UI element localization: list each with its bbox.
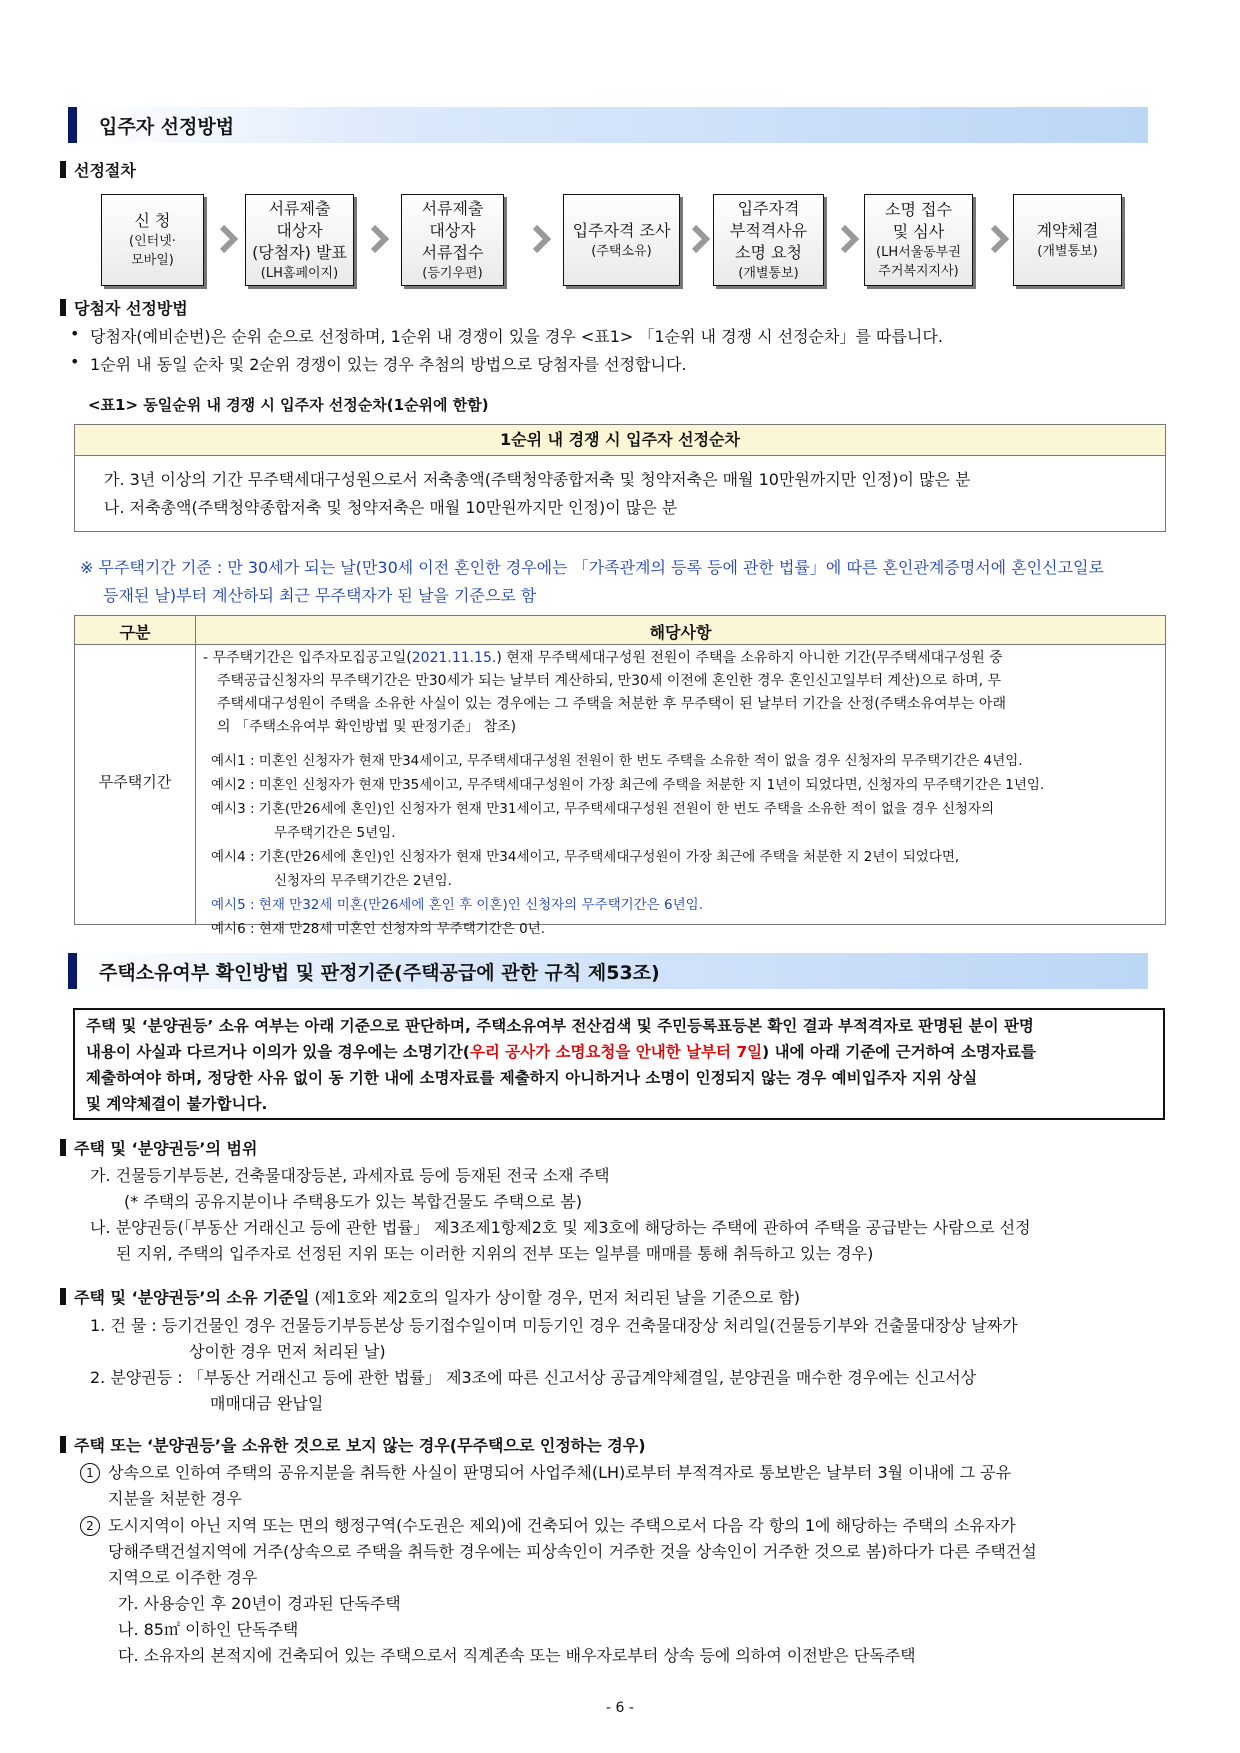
notice-line: 내용이 사실과 다르거나 이의가 있을 경우에는 소명기간(우리 공사가 소명요청을 안내한 날부터 7일) 내에 아래 기준에 근거하여 소명자료를 <box>86 1043 1036 1061</box>
notice-line: 주택 및 ‘분양권등’ 소유 여부는 아래 기준으로 판단하며, 주택소유여부 전산검색 및 주민등록표등본 확인 결과 부적격자로 판명된 분이 판명 <box>86 1017 1034 1035</box>
step-line: 대상자 <box>276 220 323 240</box>
chevron-right-icon <box>839 224 859 254</box>
bullet-item: • 1순위 내 동일 순차 및 2순위 경쟁이 있는 경우 추첨의 방법으로 당첨자를 선정합니다. <box>70 352 687 375</box>
step-contract <box>1013 194 1122 286</box>
bullet-item: • 당첨자(예비순번)은 순위 순으로 선정하며, 1순위 내 경쟁이 있을 경우 <표1> 「1순위 내 경쟁 시 선정순차」를 따릅니다. <box>70 324 943 347</box>
table1-row: 나. 저축총액(주택청약종합저축 및 청약저축은 매월 10만원까지만 인정)이 많은 분 <box>104 498 678 517</box>
step-line: (LH홈페이지) <box>260 265 339 281</box>
notice-line: 제출하여야 하며, 정당한 사유 없이 동 기한 내에 소명자료를 제출하지 아니하거나 소명이 인정되지 않는 경우 예비입주자 지위 상실 <box>86 1069 978 1087</box>
step-line: (개별통보) <box>1037 243 1098 259</box>
step-explain-request <box>713 194 824 286</box>
date-item: 2. 분양권등 : 「부동산 거래신고 등에 관한 법률」 제3조에 따른 신고서상 공급계약체결일, 분양권을 매수한 경우에는 신고서상 <box>90 1368 977 1387</box>
page-number: - 6 - <box>606 1700 634 1716</box>
scope-item: 된 지위, 주택의 입주자로 선정된 지위 또는 이러한 지위의 전부 또는 일부를 매매를 통해 취득하고 있는 경우) <box>116 1244 874 1263</box>
step-line: 서류접수 <box>421 242 484 262</box>
step-line: 모바일) <box>131 253 174 268</box>
exception-item: 당해주택건설지역에 거주(상속으로 주택을 취득한 경우에는 피상속인이 거주한 것을 상속인이 거주한 것으로 봄)하다가 다른 주택건설 <box>108 1542 1037 1561</box>
procedure-title: 선정절차 <box>60 158 136 181</box>
date-item: 매매대금 완납일 <box>210 1394 324 1413</box>
exception-subitem: 나. 85㎡ 이하인 단독주택 <box>118 1620 299 1639</box>
step-inspection <box>563 194 680 286</box>
circled-number: 2 <box>80 1516 100 1536</box>
table2-text: - 무주택기간은 입주자모집공고일(2021.11.15.) 현재 무주택세대구성원 전원이 주택을 소유하지 아니한 기간(무주택세대구성원 중 <box>203 650 1003 666</box>
table2-text: 주택세대구성원이 주택을 소유한 사실이 있는 경우에는 그 주택을 처분한 후 무주택이 된 날부터 기간을 산정(주택소유여부는 아래 <box>217 696 1006 712</box>
step-line: 입주자격 조사 <box>572 220 671 240</box>
step-line: 부적격사유 <box>729 220 808 240</box>
table2-text: 의 「주택소유여부 확인방법 및 판정기준」 참조) <box>217 719 517 735</box>
step-line: (주택소유) <box>591 243 652 259</box>
step-docs <box>401 194 504 286</box>
table1-caption: <표1> 동일순위 내 경쟁 시 입주자 선정순차(1순위에 한함) <box>88 396 489 414</box>
step-line: (인터넷· <box>129 234 176 249</box>
section-title: 주택소유여부 확인방법 및 판정기준(주택공급에 관한 규칙 제53조) <box>99 962 660 984</box>
note-line: ※ 무주택기간 기준 : 만 30세가 되는 날(만30세 이전 혼인한 경우에는 「가족관계의 등록 등에 관한 법률」에 따른 혼인관계증명서에 혼인신고일로 <box>80 558 1104 577</box>
step-line: (LH서울동부권 <box>876 245 961 260</box>
example-line: 무주택기간은 5년임. <box>274 825 396 841</box>
exception-title: 주택 또는 ‘분양권등’을 소유한 것으로 보지 않는 경우(무주택으로 인정하는 경우) <box>60 1433 646 1456</box>
table2-col2: 해당사항 <box>649 623 712 642</box>
scope-note: (* 주택의 공유지분이나 주택용도가 있는 복합건물도 주택으로 봄) <box>124 1192 582 1211</box>
scope-item: 나. 분양권등(「부동산 거래신고 등에 관한 법률」 제3조제1항제2호 및 제3호에 해당하는 주택에 관하여 주택을 공급받는 사람으로 선정 <box>90 1218 1031 1237</box>
exception-item: 1 상속으로 인하여 주택의 공유지분을 취득한 사실이 판명되어 사업주체(LH)로부터 부적격자로 통보받은 날부터 3월 이내에 그 공유 <box>80 1460 1011 1483</box>
exception-item: 지역으로 이주한 경우 <box>108 1568 258 1587</box>
date-item: 1. 건 물 : 등기건물인 경우 건물등기부등본상 등기접수일이며 미등기인 경우 건축물대장상 처리일(건물등기부와 건출물대장상 날짜가 <box>90 1316 1018 1335</box>
chevron-right-icon <box>369 224 389 254</box>
example-line: 예시1 : 미혼인 신청자가 현재 만34세이고, 무주택세대구성원 전원이 한 번도 주택을 소유한 적이 없을 경우 신청자의 무주택기간은 4년임. <box>211 753 1023 769</box>
winner-title: 당첨자 선정방법 <box>60 296 188 319</box>
table1-row: 가. 3년 이상의 기간 무주택세대구성원으로서 저축총액(주택청약종합저축 및 청약저축은 매월 10만원까지만 인정)이 많은 분 <box>104 470 971 489</box>
step-line: (개별통보) <box>738 265 799 281</box>
exception-item: 2 도시지역이 아닌 지역 또는 면의 행정구역(수도권은 제외)에 건축되어 있는 주택으로서 다음 각 항의 1에 해당하는 주택의 소유자가 <box>80 1513 1016 1536</box>
step-line: 신 청 <box>134 211 171 230</box>
step-line: 서류제출 <box>268 198 331 218</box>
example-line: 신청자의 무주택기간은 2년임. <box>274 873 452 889</box>
example-line: 예시3 : 기혼(만26세에 혼인)인 신청자가 현재 만31세이고, 무주택세대구성원 전원이 한 번도 주택을 소유한 적이 없을 경우 신청자의 <box>211 801 995 817</box>
table2-col1: 구분 <box>119 623 151 642</box>
date-title: 주택 및 ‘분양권등’의 소유 기준일 (제1호와 제2호의 일자가 상이할 경우, 먼저 처리된 날을 기준으로 함) <box>60 1285 800 1308</box>
section-title: 입주자 선정방법 <box>99 116 235 138</box>
example-line: 예시6 : 현재 만28세 미혼인 신청자의 무주택기간은 0년. <box>211 921 546 937</box>
table1-header: 1순위 내 경쟁 시 입주자 선정순차 <box>75 425 1165 456</box>
chevron-right-icon <box>989 224 1009 254</box>
step-line: 주거복지지사) <box>878 264 959 279</box>
table2-row-label: 무주택기간 <box>98 773 172 791</box>
section-header-ownership <box>68 953 1148 989</box>
exception-subitem: 다. 소유자의 본적지에 건축되어 있는 주택으로서 직계존속 또는 배우자로부터 상속 등에 의하여 이전받은 단독주택 <box>118 1646 916 1665</box>
chevron-right-icon <box>690 224 710 254</box>
step-line: 대상자 <box>429 220 476 240</box>
step-line: 계약체결 <box>1036 220 1099 240</box>
example-line: 예시5 : 현재 만32세 미혼(만26세에 혼인 후 이혼)인 신청자의 무주택기간은 6년임. <box>211 897 704 913</box>
exception-subitem: 가. 사용승인 후 20년이 경과된 단독주택 <box>118 1594 401 1613</box>
table2-text: 주택공급신청자의 무주택기간은 만30세가 되는 날부터 계산하되, 만30세 이전에 혼인한 경우 혼인신고일부터 계산)으로 하며, 무 <box>217 673 1002 689</box>
example-line: 예시2 : 미혼인 신청자가 현재 만35세이고, 무주택세대구성원이 가장 최근에 주택을 처분한 지 1년이 되었다면, 신청자의 무주택기간은 1년임. <box>211 777 1045 793</box>
step-apply <box>101 194 204 286</box>
notice-line: 및 계약체결이 불가합니다. <box>86 1095 268 1113</box>
chevron-right-icon <box>218 224 238 254</box>
chevron-right-icon <box>531 224 551 254</box>
date-item: 상이한 경우 먼저 처리된 날) <box>189 1342 386 1361</box>
example-line: 예시4 : 기혼(만26세에 혼인)인 신청자가 현재 만34세이고, 무주택세대구성원이 가장 최근에 주택을 처분한 지 2년이 되었다면, <box>211 849 960 865</box>
step-line: (당첨자) 발표 <box>252 242 347 262</box>
step-announce <box>245 194 354 286</box>
section-header-selection <box>68 107 1148 143</box>
step-line: 소명 요청 <box>735 242 802 262</box>
note-line: 등재된 날)부터 계산하되 최근 무주택자가 된 날을 기준으로 함 <box>103 586 537 605</box>
step-line: (등기우편) <box>422 265 483 281</box>
exception-item: 지분을 처분한 경우 <box>108 1489 242 1508</box>
step-line: 서류제출 <box>421 198 484 218</box>
scope-item: 가. 건물등기부등본, 건축물대장등본, 과세자료 등에 등재된 전국 소재 주택 <box>90 1166 610 1185</box>
step-line: 입주자격 <box>737 198 800 218</box>
circled-number: 1 <box>80 1463 100 1483</box>
scope-title: 주택 및 ‘분양권등’의 범위 <box>60 1136 257 1159</box>
step-line: 소명 접수 <box>885 200 952 219</box>
step-review <box>864 194 973 286</box>
step-line: 및 심사 <box>892 222 945 241</box>
